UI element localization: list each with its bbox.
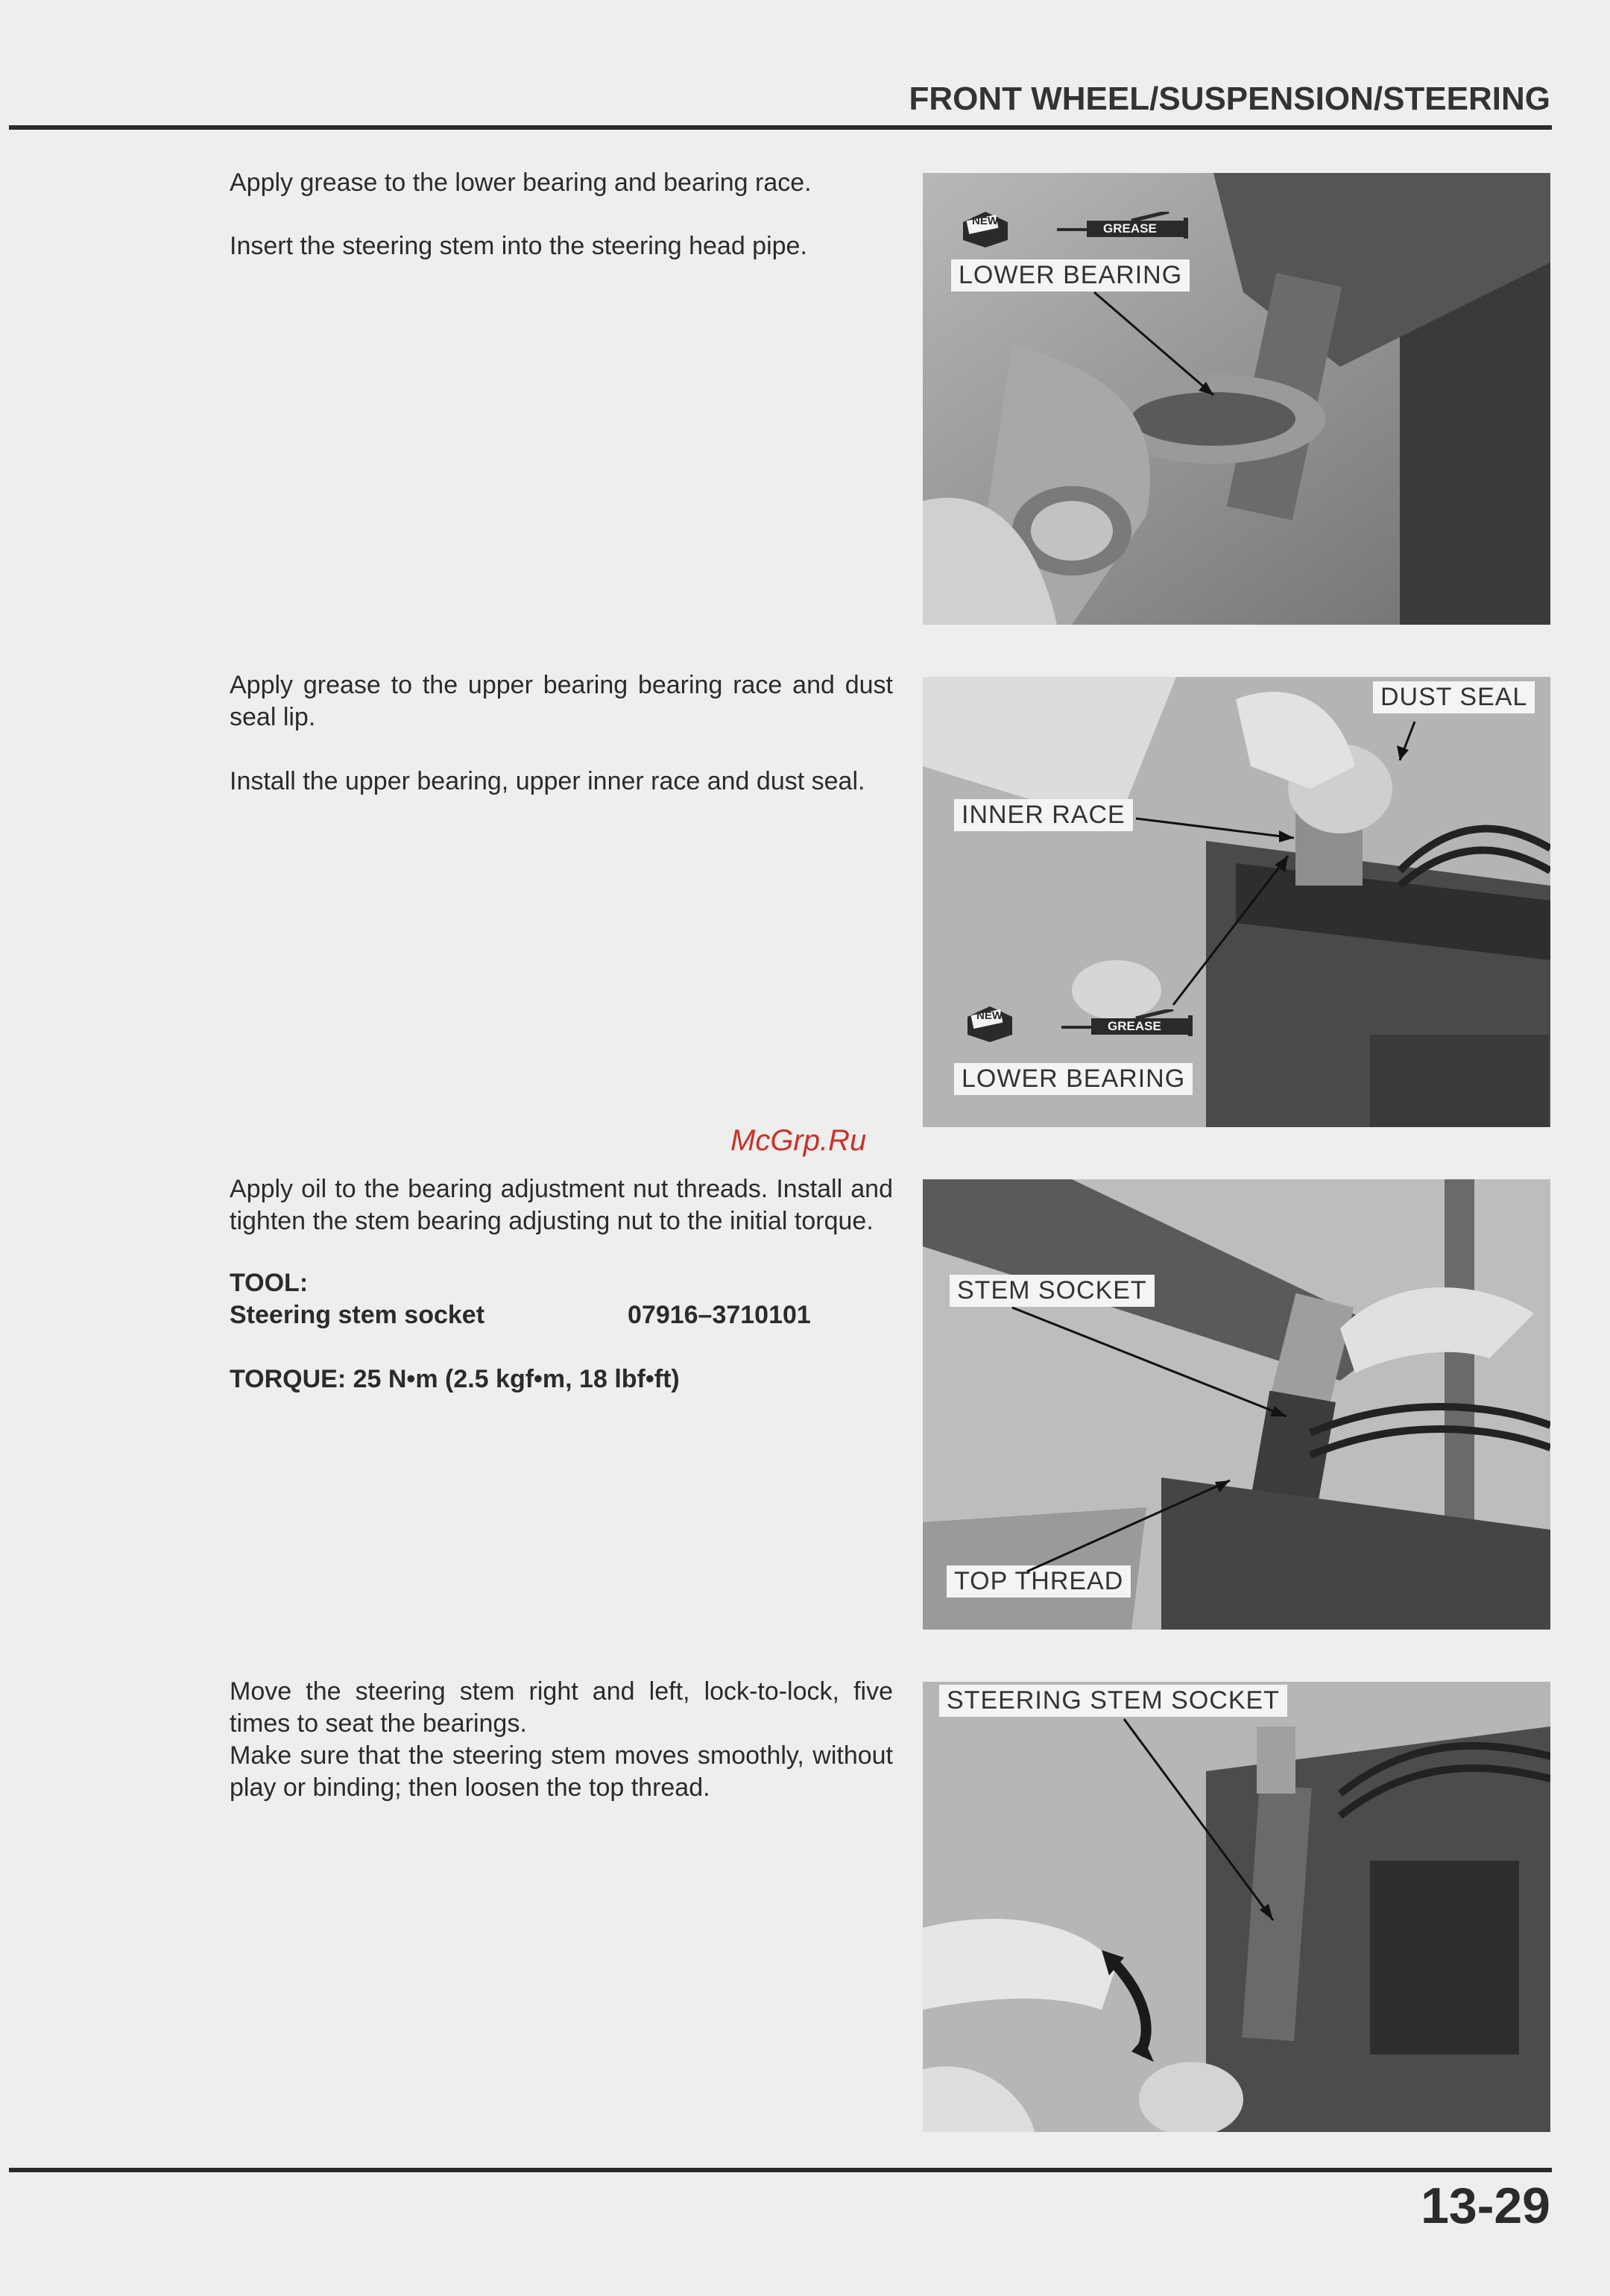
paragraph: Apply grease to the upper bearing bearing race and dust seal lip.	[230, 671, 893, 731]
leader-lines	[923, 677, 1550, 1127]
tool-heading: TOOL:	[230, 1269, 309, 1297]
paragraph: Apply grease to the lower bearing and bearing race.	[230, 168, 812, 197]
photo-upper-bearing	[923, 677, 1550, 1127]
leader-line	[923, 173, 1550, 625]
new-part-icon: NEW	[956, 207, 1015, 249]
callout-lower-bearing: LOWER BEARING	[951, 259, 1190, 291]
callout-lower-bearing: LOWER BEARING	[954, 1063, 1193, 1095]
footer-rule	[9, 2168, 1552, 2172]
page-header-title: FRONT WHEEL/SUSPENSION/STEERING	[909, 81, 1550, 117]
step-3-text	[230, 1173, 893, 1395]
leader-lines	[923, 1179, 1550, 1630]
paragraph: Install the upper bearing, upper inner race and dust seal.	[230, 767, 865, 795]
step-1-text	[230, 167, 893, 262]
leader-line	[923, 1682, 1550, 2132]
photo-stem-socket	[923, 1179, 1550, 1630]
tool-name: Steering stem socket	[230, 1301, 485, 1329]
header-rule	[9, 125, 1552, 130]
photo-steering-stem-socket	[923, 1682, 1550, 2132]
step-4-text	[230, 1676, 893, 1804]
callout-dust-seal: DUST SEAL	[1373, 681, 1535, 713]
callout-stem-socket: STEM SOCKET	[950, 1275, 1155, 1307]
paragraph: Apply oil to the bearing adjustment nut threads. Install and tighten the stem bearing adjusting nut to the initial torque.	[230, 1175, 893, 1235]
grease-icon: GREASE	[1057, 212, 1191, 239]
new-part-icon: NEW	[960, 1002, 1020, 1044]
paragraph: Insert the steering stem into the steering head pipe.	[230, 232, 807, 260]
photo-lower-bearing	[923, 173, 1550, 625]
tool-row	[230, 1299, 893, 1331]
step-2-text	[230, 669, 893, 798]
page-number: 13-29	[1421, 2177, 1550, 2234]
paragraph: Make sure that the steering stem moves smoothly, without play or binding; then loosen the top thread.	[230, 1741, 893, 1802]
paragraph: Move the steering stem right and left, lock-to-lock, five times to seat the bearings.	[230, 1677, 893, 1738]
tool-number: 07916–3710101	[628, 1301, 811, 1329]
watermark: McGrp.Ru	[730, 1124, 867, 1157]
callout-top-thread: TOP THREAD	[947, 1565, 1131, 1598]
torque-spec: TORQUE: 25 N•m (2.5 kgf•m, 18 lbf•ft)	[230, 1365, 680, 1393]
callout-steering-stem-socket: STEERING STEM SOCKET	[939, 1685, 1287, 1717]
grease-icon: GREASE	[1061, 1009, 1196, 1036]
callout-inner-race: INNER RACE	[954, 799, 1133, 831]
